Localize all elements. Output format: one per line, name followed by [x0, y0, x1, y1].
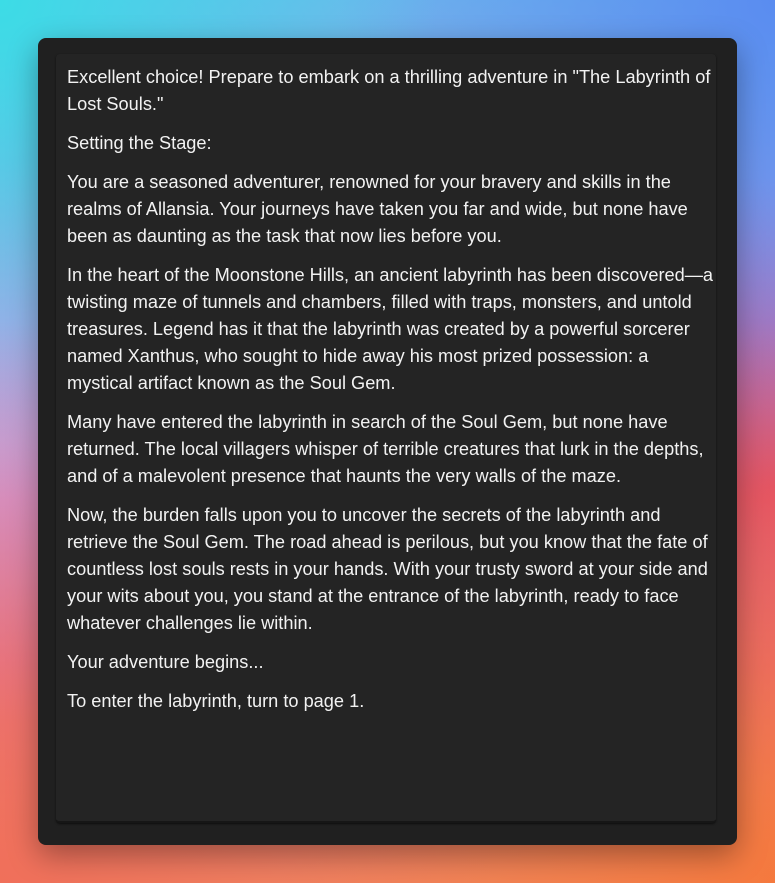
message-paragraph-instruction: To enter the labyrinth, turn to page 1. — [67, 691, 365, 711]
message-paragraph-adventurer: You are a seasoned adventurer, renowned for your bravery and skills in the realms of Allansia. Your journeys have taken you far and wide, but none have been as daunting as the task that now lies before you. — [67, 172, 688, 246]
message-paragraph-setting-heading: Setting the Stage: — [67, 133, 212, 153]
message-paragraph-labyrinth: In the heart of the Moonstone Hills, an ancient labyrinth has been discovered—a twisting maze of tunnels and chambers, filled with traps, monsters, and untold treasures. Legend has it that the labyrinth was created by a powerful sorcerer named Xanthus, who sought to hide away his most prized possession: a mystical artifact known as the Soul Gem. — [67, 265, 714, 393]
message-paragraph-soul-gem: Many have entered the labyrinth in search of the Soul Gem, but none have returned. The local villagers whisper of terrible creatures that lurk in the depths, and of a malevolent presence that haunts the very walls of the maze. — [67, 412, 704, 486]
assistant-message — [56, 54, 716, 823]
chat-window — [38, 38, 737, 845]
message-paragraph-burden: Now, the burden falls upon you to uncover the secrets of the labyrinth and retrieve the Soul Gem. The road ahead is perilous, but you know that the fate of countless lost souls rests in your hands. With your trusty sword at your side and your wits about you, you stand at the entrance of the labyrinth, ready to face whatever challenges lie within. — [67, 505, 708, 633]
message-paragraph-intro: Excellent choice! Prepare to embark on a thrilling adventure in "The Labyrinth of Lost Souls." — [67, 67, 711, 114]
message-paragraph-begins: Your adventure begins... — [67, 652, 264, 672]
